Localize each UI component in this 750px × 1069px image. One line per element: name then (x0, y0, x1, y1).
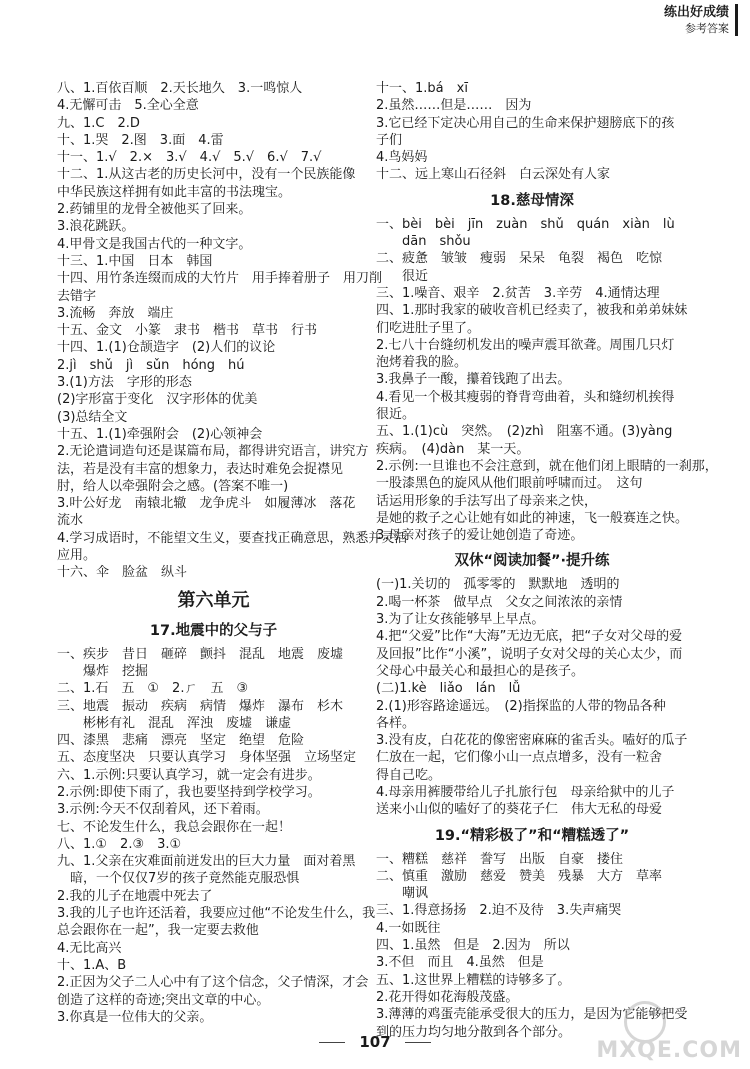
answer-line: 3.(1)方法 字形的形态 (57, 375, 192, 391)
answer-line: 2.正因为父子二人心中有了这个信念，父子情深，才会 (57, 975, 369, 991)
answer-line: (2)字形富于变化 汉字形体的优美 (57, 392, 258, 408)
answer-line: 及回报”比作“小溪”，说明子女对父母的关心太少，而 (376, 646, 683, 662)
answer-line: 送来小山似的嗑好了的葵花子仁 伟大无私的母爱 (376, 802, 663, 818)
answer-line: 总会跟你在一起”，我一定要去救他 (57, 923, 259, 939)
answer-line: 一股漆黑色的旋风从他们眼前呼啸而过。 这句 (376, 476, 643, 492)
answer-line: 十四、1.(1)仓颉造字 (2)人们的议论 (57, 340, 276, 356)
answer-line: 仁放在一起，它们像小山一点点增多，没有一粒舍 (376, 750, 663, 766)
answer-line: 九、1.父亲在灾难面前迸发出的巨大力量 面对着黑 (57, 854, 356, 870)
answer-line: 2.jì shǔ jì sǔn hóng hú (57, 357, 245, 373)
answer-line: 2.示例:即使下雨了，我也要坚持到学校学习。 (57, 784, 321, 800)
answer-line: 十、1.A、B (57, 957, 127, 973)
answer-line: 去错字 (57, 288, 97, 304)
answer-line: 四、1.那时我家的破收音机已经卖了，被我和弟弟妹妹 (376, 303, 688, 319)
answer-line: 九、1.C 2.D (57, 115, 140, 131)
lesson-heading: 19.“精彩极了”和“糟糕透了” (434, 827, 630, 844)
answer-line: 4.学习成语时，不能望文生义，要查找正确意思，熟悉并灵活 (57, 530, 408, 546)
answer-key-label: 参考答案 (664, 22, 738, 36)
answer-line: 4.把“父爱”比作“大海”无边无底，把“子女对父母的爱 (376, 629, 683, 645)
answer-line: 得自己吃。 (376, 767, 442, 783)
answer-line: 二、慎重 激励 慈爱 赞美 残暴 大方 草率 (376, 868, 663, 884)
answer-line: 十四、用竹条连缀而成的大竹片 用手捧着册子 用刀削 (57, 271, 383, 287)
answer-line: 父母心中最关心和最担心的是孩子。 (376, 663, 585, 679)
answer-line: 3.示例:今天不仅刮着风，还下着雨。 (57, 802, 269, 818)
answer-line: (3)总结全文 (57, 409, 128, 425)
answer-line: 3.薄薄的鸡蛋壳能承受很大的压力，是因为它能够把受 (376, 1007, 688, 1023)
answer-line: 二、1.石 五 ① 2.ㄏ 五 ③ (57, 681, 249, 697)
watermark-text: MXQE.COM (596, 1038, 742, 1063)
answer-line: 3.它已经下定决心用自己的生命来保护翅膀底下的孩 (376, 115, 675, 131)
answer-line: 暗，一个仅仅7岁的孩子竟然能克服恐惧 (57, 871, 300, 887)
answer-line: 3.我的儿子也许还活着，我要应过他“不论发生什么，我 (57, 906, 376, 922)
answer-line: 3.母亲对孩子的爱让她创造了奇迹。 (376, 528, 584, 544)
watermark-circle-icon (624, 1001, 666, 1043)
page-header (664, 4, 738, 36)
answer-line: 2.药铺里的龙骨全被他买了回来。 (57, 202, 252, 218)
answer-line: 十六、伞 脸盆 纵斗 (57, 565, 188, 581)
answer-line: 很近 (376, 268, 429, 284)
answer-line: 4.甲骨文是我国古代的一种文字。 (57, 236, 252, 252)
answer-line: 3.为了让女孩能够早上早点。 (376, 612, 545, 628)
answer-line: 五、1.(1)cù 突然。 (2)zhì 阻塞不通。(3)yàng (376, 424, 673, 440)
answer-line: 嘲讽 (376, 886, 429, 902)
answer-line: 4.无比高兴 (57, 940, 122, 956)
answer-line: 4.鸟妈妈 (376, 150, 428, 166)
answer-line: 爆炸 挖掘 (57, 663, 149, 679)
lesson-heading: 18.慈母情深 (490, 192, 574, 209)
right-dash (405, 1042, 431, 1043)
answer-line: 4.一如既往 (376, 920, 441, 936)
answer-line: 3.我鼻子一酸，攥着钱跑了出去。 (376, 372, 571, 388)
answer-line: 2.(1)形容路途遥远。 (2)指探监的人带的物品各种 (376, 698, 666, 714)
answer-line: 一、糟糕 慈祥 誊写 出版 自豪 搂住 (376, 851, 624, 867)
lesson-heading: 17.地震中的父与子 (149, 622, 278, 639)
answer-line: 十五、1.(1)牵强附会 (2)心领神会 (57, 426, 263, 442)
answer-line: 十三、1.中国 日本 韩国 (57, 253, 213, 269)
answer-line: 2.花开得如花海般茂盛。 (376, 989, 519, 1005)
answer-line: 2.我的儿子在地震中死去了 (57, 888, 213, 904)
answer-line: 中华民族这样拥有如此丰富的书法瑰宝。 (57, 184, 292, 200)
answer-line: 六、1.示例:只要认真学习，就一定会有进步。 (57, 767, 321, 783)
answer-line: 五、态度坚决 只要认真学习 身体坚强 立场坚定 (57, 750, 357, 766)
answer-line: 一、bèi bèi jīn zuàn shǔ quán xiàn lù (376, 216, 675, 232)
answer-line: 3.叶公好龙 南辕北辙 龙争虎斗 如履薄冰 落花 (57, 496, 356, 512)
answer-line: 五、1.这世界上糟糕的诗够多了。 (376, 972, 571, 988)
answer-line: 十五、金文 小篆 隶书 楷书 草书 行书 (57, 323, 318, 339)
answer-line: 2.示例:一旦谁也不会注意到，就在他们闭上眼睛的一刹那， (376, 458, 718, 474)
left-dash (319, 1042, 345, 1043)
answer-line: 4.母亲用裤腰带给儿子扎旅行包 母亲给狱中的儿子 (376, 784, 675, 800)
answer-line: 3.流畅 奔放 端庄 (57, 305, 174, 321)
answer-line: 3.你真是一位伟大的父亲。 (57, 1009, 213, 1025)
page-number-text: 107 (359, 1033, 391, 1051)
answer-line: 疾病。 (4)dàn 某一天。 (376, 441, 530, 457)
answer-line: 七、不论发生什么，我总会跟你在一起！ (57, 819, 292, 835)
answer-line: 法，若是没有丰富的想象力，表达时难免会捉襟见 (57, 461, 344, 477)
answer-line: 十一、1.bá xī (376, 81, 468, 96)
answer-line: 创造了这样的奇迹;突出文章的中心。 (57, 992, 270, 1008)
answer-line: 十、1.哭 2.图 3.面 4.雷 (57, 132, 224, 148)
answer-line: 十二、远上寒山石径斜 白云深处有人家 (376, 167, 611, 183)
answer-line: 彬彬有礼 混乱 浑浊 废墟 谦虚 (57, 715, 292, 731)
answer-line: 到的压力均匀地分散到各个部分。 (376, 1024, 572, 1040)
lesson-heading: 双休“阅读加餐”·提升练 (454, 553, 610, 570)
answer-line: 2.喝一杯茶 做早点 父女之间浓浓的亲情 (376, 594, 623, 610)
answer-line: 4.看见一个极其瘦弱的脊背弯曲着，头和缝纫机挨得 (376, 389, 675, 405)
watermark-logo (596, 1001, 742, 1063)
answer-line: 四、漆黑 悲痛 漂亮 坚定 绝望 危险 (57, 733, 305, 749)
answer-line: 流水 (57, 513, 84, 529)
answer-line: 肘，给人以牵强附会之感。(答案不唯一) (57, 478, 289, 494)
answer-line: 一、疾步 昔日 砸碎 颤抖 混乱 地震 废墟 (57, 646, 344, 662)
answer-line: 2.七八十台缝纫机发出的噪声震耳欲聋。周围几只灯 (376, 337, 675, 353)
brand-title: 练出好成绩 (664, 4, 738, 22)
answer-line: 是她的救子之心让她有如此的神速，飞一般赛连之快。 (376, 510, 689, 526)
answer-line: 三、1.噪音、艰辛 2.贫苦 3.辛劳 4.通情达理 (376, 285, 660, 301)
answer-line: 3.浪花跳跃。 (57, 219, 135, 235)
answer-line: dān shǒu (376, 234, 471, 250)
answer-line: (二)1.kè liǎo lán lǚ (376, 681, 521, 697)
answer-line: 泡烤着我的脸。 (376, 355, 468, 371)
answer-line: 很近。 (376, 407, 416, 423)
answer-line: 各样。 (376, 715, 416, 731)
answer-line: 四、1.虽然 但是 2.因为 所以 (376, 938, 570, 954)
answer-line: 4.无懈可击 5.全心全意 (57, 98, 199, 114)
answer-line: 三、地震 振动 疾病 病情 爆炸 瀑布 杉木 (57, 698, 344, 714)
answer-line: 话运用形象的手法写出了母亲来之快， (376, 493, 598, 509)
answer-line: 3.不但 而且 4.虽然 但是 (376, 955, 544, 971)
answer-line: (一)1.关切的 孤零零的 默默地 透明的 (376, 577, 620, 593)
answer-line: 十二、1.从这古老的历史长河中，没有一个民族能像 (57, 167, 356, 183)
answer-line: 八、1.百依百顺 2.天长地久 3.一鸣惊人 (57, 81, 303, 96)
answer-line: 子们 (376, 132, 403, 148)
answer-line: 2.虽然……但是…… 因为 (376, 98, 532, 114)
answer-line: 八、1.① 2.③ 3.① (57, 836, 182, 852)
answer-line: 2.无论遣词造句还是谋篇布局，都得讲究语言，讲究方 (57, 444, 369, 460)
answer-line: 们吃进肚子里了。 (376, 320, 481, 336)
right-column (376, 80, 718, 1041)
answer-line: 3.没有皮，白花花的像密密麻麻的雀舌头。嗑好的瓜子 (376, 733, 688, 749)
unit-heading: 第六单元 (177, 589, 250, 611)
answer-line: 应用。 (57, 548, 97, 564)
answer-line: 十一、1.√ 2.× 3.√ 4.√ 5.√ 6.√ 7.√ (57, 150, 322, 166)
answer-line: 三、1.得意扬扬 2.迫不及待 3.失声痛哭 (376, 903, 622, 919)
answer-line: 二、疲惫 皱皱 瘦弱 呆呆 龟裂 褐色 吃惊 (376, 251, 663, 267)
